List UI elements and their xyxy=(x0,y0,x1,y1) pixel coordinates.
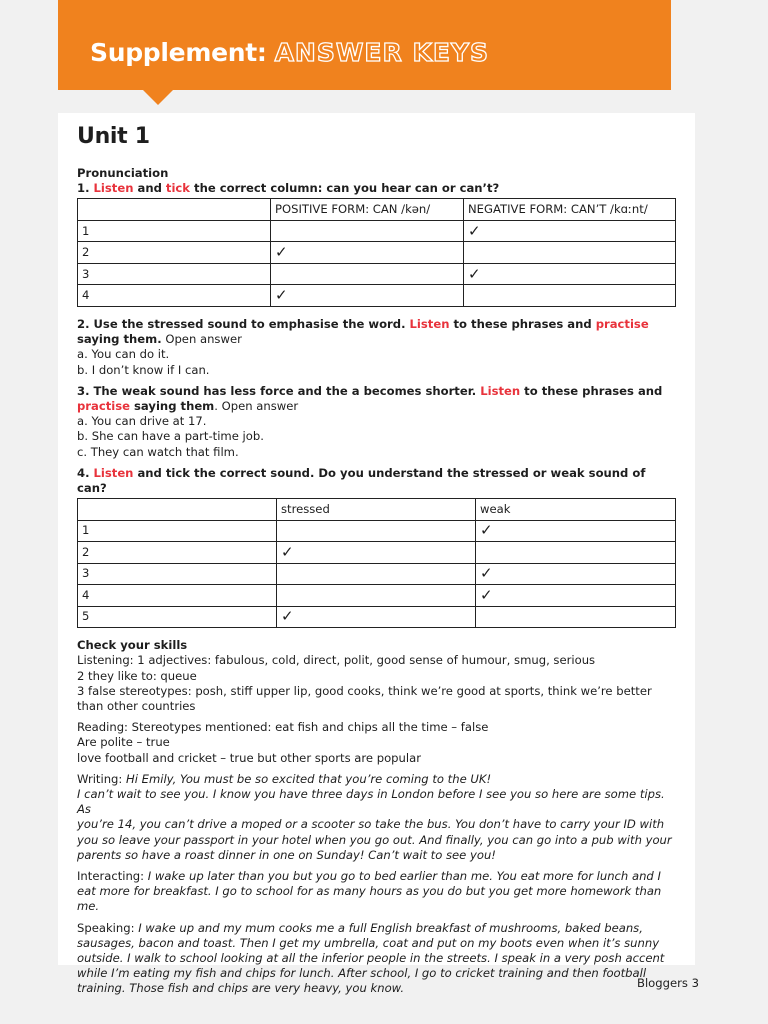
answer-line: 3 false stereotypes: posh, stiff upper lip, good cooks, think we’re good at sports, think we’re better xyxy=(77,683,652,698)
tick-cell xyxy=(277,585,476,607)
pronunciation-heading: Pronunciation xyxy=(77,166,169,180)
stressed-weak-table xyxy=(77,498,676,628)
table-row xyxy=(78,220,676,242)
answer-line: c. They can watch that film. xyxy=(77,444,239,459)
tick-cell xyxy=(277,563,476,585)
tick-cell xyxy=(277,520,476,542)
table-cell: 3 xyxy=(78,263,271,285)
listening-answers xyxy=(77,653,677,714)
q2-answer: Open answer xyxy=(161,332,242,347)
table-header-cell: NEGATIVE FORM: CAN’T /kɑːnt/ xyxy=(464,199,676,221)
question-4 xyxy=(77,466,677,496)
tick-cell xyxy=(271,220,464,242)
answer-keys-label: ANSWER KEYS xyxy=(274,38,490,67)
table-header-cell: POSITIVE FORM: CAN /kən/ xyxy=(271,199,464,221)
q1-listen: Listen xyxy=(93,181,134,196)
q1-rest: the correct column: can you hear can or can’t? xyxy=(190,181,500,196)
table-row xyxy=(78,285,676,307)
table-cell: 2 xyxy=(78,542,277,564)
table-row xyxy=(78,606,676,628)
supplement-label: Supplement: xyxy=(90,38,267,67)
answer-line: b. I don’t know if I can. xyxy=(77,362,210,377)
q3-practise: practise xyxy=(77,398,130,413)
answer-line: I wake up and my mum cooks me a full English breakfast of mushrooms, baked beans, xyxy=(138,920,643,935)
answer-line: a. You can drive at 17. xyxy=(77,414,207,429)
q4-number: 4. xyxy=(77,465,94,480)
table-header-cell xyxy=(78,499,277,521)
q2-text2: to these phrases and xyxy=(449,316,596,331)
tick-cell: ✓ xyxy=(476,585,676,607)
speaking-label: Speaking: xyxy=(77,920,139,935)
table-row xyxy=(78,242,676,264)
answer-line: Reading: Stereotypes mentioned: eat fish and chips all the time – false xyxy=(77,720,489,735)
unit-title: Unit 1 xyxy=(77,124,150,149)
q4-listen: Listen xyxy=(93,465,134,480)
q2-text: 2. Use the stressed sound to emphasise the word. xyxy=(77,316,410,331)
answer-line: you so leave your passport in your hotel when you go out. And finally, you can go into a pub with your xyxy=(77,832,672,847)
table-header-cell: weak xyxy=(476,499,676,521)
tick-cell xyxy=(476,542,676,564)
answer-line: I wake up later than you but you go to bed earlier than me. You eat more for lunch and I xyxy=(147,868,661,883)
answer-line: you’re 14, you can’t drive a moped or a scooter so take the bus. You don’t have to carry your ID with xyxy=(77,817,665,832)
writing-answer xyxy=(77,772,677,863)
tick-cell xyxy=(271,263,464,285)
tick-cell: ✓ xyxy=(271,242,464,264)
tick-cell: ✓ xyxy=(277,606,476,628)
table-header-cell: stressed xyxy=(277,499,476,521)
tick-cell: ✓ xyxy=(476,520,676,542)
q2-listen: Listen xyxy=(409,316,450,331)
table-row xyxy=(78,563,676,585)
table-cell: 4 xyxy=(78,285,271,307)
tick-cell: ✓ xyxy=(277,542,476,564)
answer-line: love football and cricket – true but other sports are popular xyxy=(77,750,421,765)
answer-line: Listening: 1 adjectives: fabulous, cold, direct, polit, good sense of humour, smug, serious xyxy=(77,653,596,668)
banner-title xyxy=(90,38,489,67)
q4-rest: and tick the correct sound. Do you understand the stressed or weak sound of can? xyxy=(77,465,646,495)
tick-cell xyxy=(464,285,676,307)
answer-line: Hi Emily, You must be so excited that you’re coming to the UK! xyxy=(126,771,492,786)
q1-number: 1. xyxy=(77,181,90,196)
q2-text3: saying them. xyxy=(77,332,162,347)
answer-key-content xyxy=(77,124,677,1003)
question-2 xyxy=(77,317,677,378)
q3-text3: saying them xyxy=(130,398,215,413)
page-footer: Bloggers 3 xyxy=(637,976,699,990)
table-row xyxy=(78,585,676,607)
answer-line: b. She can have a part-time job. xyxy=(77,429,264,444)
tick-cell: ✓ xyxy=(271,285,464,307)
table-header-cell xyxy=(78,199,271,221)
q1-and: and xyxy=(133,181,166,196)
q3-text2: to these phrases and xyxy=(520,383,663,398)
question-3 xyxy=(77,384,677,460)
answer-line: sausages, bacon and toast. Then I get my umbrella, coat and put on my boots even when it’s sunny xyxy=(77,935,660,950)
tick-cell xyxy=(476,606,676,628)
q3-answer: . Open answer xyxy=(214,398,299,413)
tick-cell: ✓ xyxy=(464,220,676,242)
table-cell: 3 xyxy=(78,563,277,585)
reading-answers xyxy=(77,720,677,766)
answer-line: while I’m eating my fish and chips for lunch. After school, I go to cricket training and then football xyxy=(77,966,647,981)
answer-line: parents so have a roast dinner in one on Sunday! Can’t wait to see you! xyxy=(77,847,496,862)
q1-tick: tick xyxy=(165,181,191,196)
answer-line: eat more for breakfast. I go to school for as many hours as you do but you get more homework than me. xyxy=(77,884,662,914)
answer-line: outside. I walk to school looking at all the inferior people in the streets. I speak in a very posh accent xyxy=(77,951,665,965)
table-cell: 2 xyxy=(78,242,271,264)
q3-text: 3. The weak sound has less force and the a becomes shorter. xyxy=(77,383,481,398)
table-cell: 1 xyxy=(78,520,277,542)
tick-cell xyxy=(464,242,676,264)
q3-listen: Listen xyxy=(480,383,521,398)
question-1 xyxy=(77,181,677,196)
answer-line: I can’t wait to see you. I know you have three days in London before I see you so here are some tips. As xyxy=(77,786,665,817)
banner-pointer xyxy=(143,90,173,105)
can-cant-table xyxy=(77,198,676,307)
skills-heading: Check your skills xyxy=(77,638,188,653)
table-header-row xyxy=(78,499,676,521)
answer-line: Are polite – true xyxy=(77,735,170,750)
table-row xyxy=(78,520,676,542)
table-row xyxy=(78,263,676,285)
table-cell: 1 xyxy=(78,220,271,242)
interacting-answer xyxy=(77,869,677,915)
answer-line: training. Those fish and chips are very heavy, you know. xyxy=(77,981,405,996)
q2-practise: practise xyxy=(595,316,649,331)
interacting-label: Interacting: xyxy=(77,868,148,883)
tick-cell: ✓ xyxy=(476,563,676,585)
speaking-answer xyxy=(77,921,677,997)
table-cell: 4 xyxy=(78,585,277,607)
tick-cell: ✓ xyxy=(464,263,676,285)
table-row xyxy=(78,542,676,564)
answer-line: 2 they like to: queue xyxy=(77,668,197,683)
table-header-row xyxy=(78,199,676,221)
writing-label: Writing: xyxy=(77,771,126,786)
table-cell: 5 xyxy=(78,606,277,628)
answer-line: than other countries xyxy=(77,698,196,713)
answer-line: a. You can do it. xyxy=(77,347,170,362)
